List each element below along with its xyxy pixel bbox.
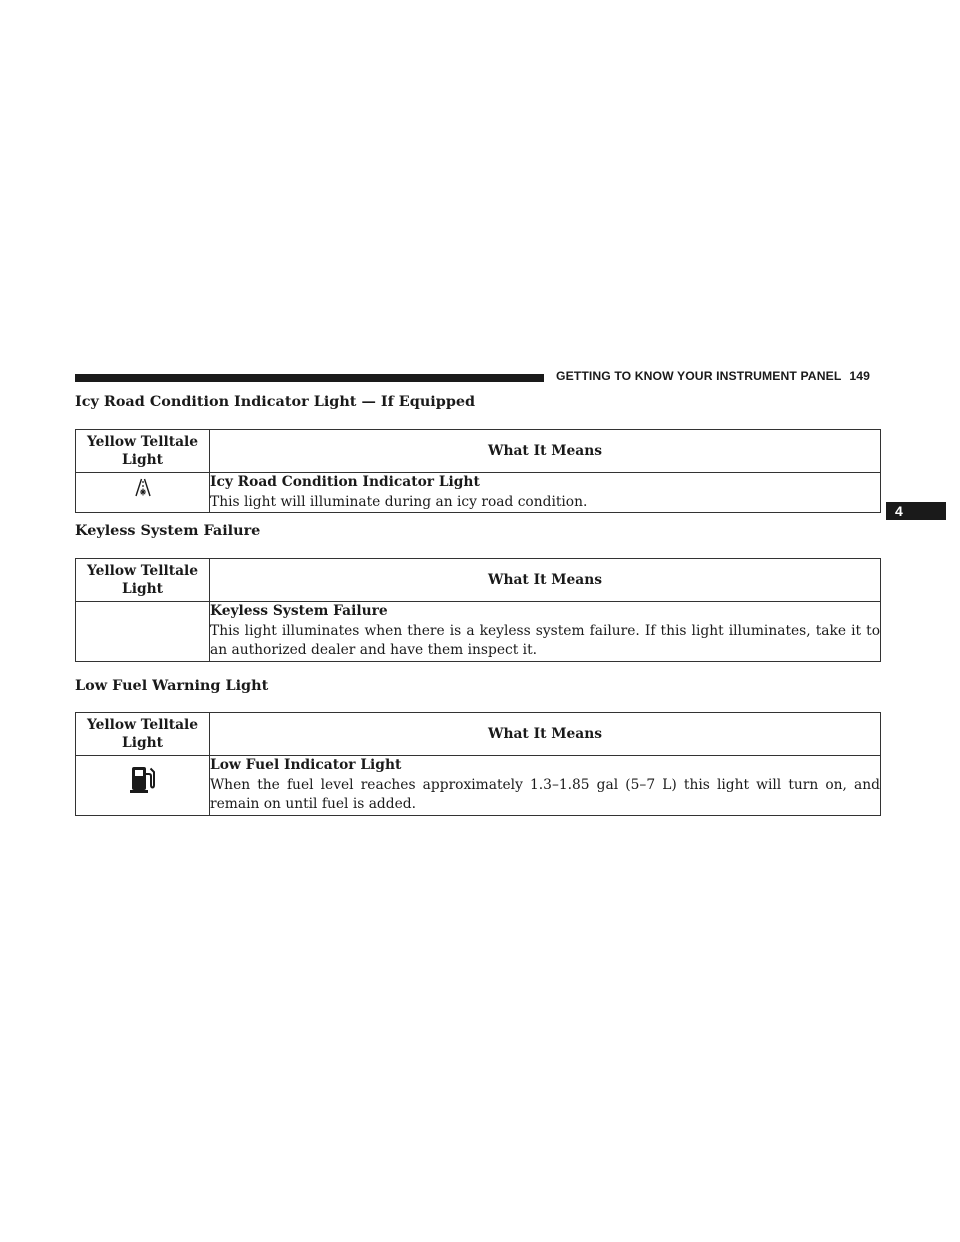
icon-cell <box>76 756 210 816</box>
description-cell <box>210 473 881 513</box>
table-header-row <box>76 713 881 756</box>
column-header-meaning: What It Means <box>210 559 881 602</box>
column-header-telltale: Yellow Telltale Light <box>76 713 210 756</box>
icy-road-icon <box>133 475 153 497</box>
icon-cell <box>76 473 210 513</box>
fuel-pump-icon <box>130 764 156 794</box>
column-header-meaning: What It Means <box>210 430 881 473</box>
column-header-meaning: What It Means <box>210 713 881 756</box>
item-text: This light will illuminate during an icy road condition. <box>210 493 588 510</box>
item-title: Icy Road Condition Indicator Light <box>210 474 480 490</box>
section-title-low-fuel: Low Fuel Warning Light <box>75 677 269 694</box>
page-number: 149 <box>849 369 871 383</box>
column-header-telltale: Yellow Telltale Light <box>76 430 210 473</box>
item-text: This light illuminates when there is a keyless system failure. If this light illuminates, take it to an authorized dealer and have them inspect it. <box>210 622 880 658</box>
table-header-row <box>76 430 881 473</box>
telltale-table-icy-road <box>75 429 881 513</box>
table-row <box>76 473 881 513</box>
chapter-tab: 4 <box>886 502 946 520</box>
telltale-table-low-fuel <box>75 712 881 816</box>
table-header-row <box>76 559 881 602</box>
description-cell <box>210 602 881 662</box>
chapter-title: GETTING TO KNOW YOUR INSTRUMENT PANEL <box>556 369 842 383</box>
table-row <box>76 602 881 662</box>
table-row <box>76 756 881 816</box>
item-text: When the fuel level reaches approximately 1.3–1.85 gal (5–7 L) this light will turn on, and remain on until fuel is added. <box>210 776 880 812</box>
column-header-telltale: Yellow Telltale Light <box>76 559 210 602</box>
section-title-icy-road: Icy Road Condition Indicator Light — If Equipped <box>75 393 476 410</box>
item-title: Low Fuel Indicator Light <box>210 757 402 773</box>
running-header <box>556 369 886 383</box>
item-title: Keyless System Failure <box>210 603 388 619</box>
telltale-table-keyless <box>75 558 881 662</box>
section-title-keyless: Keyless System Failure <box>75 522 261 539</box>
description-cell <box>210 756 881 816</box>
icon-cell <box>76 602 210 662</box>
header-rule <box>75 374 544 382</box>
